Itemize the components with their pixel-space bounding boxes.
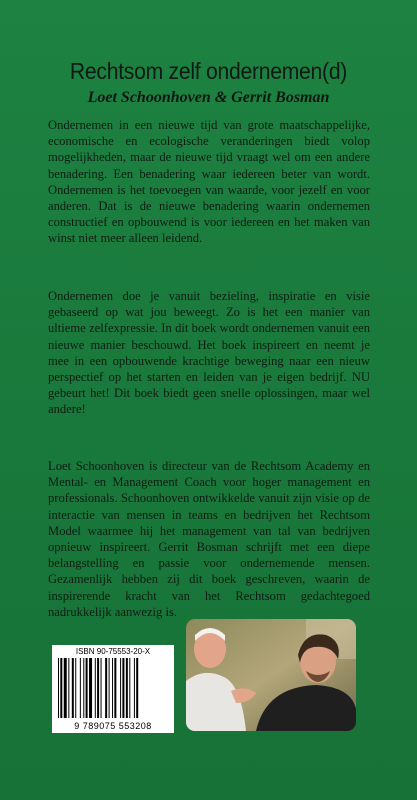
blurb-paragraph-1: Ondernemen in een nieuwe tijd van grote maatschappelijke, economische en ecologische veranderingen biedt volop mogelijkheden, maar de nieuwe tijd vraagt wel om een andere benadering. Een benadering waar iedereen beter van wordt. Ondernemen is het toevoegen van waarde, voor jezelf en voor anderen. Dat is de nieuwe benadering waarin ondernemen constructief en opbouwend is voor iedereen en het maken van winst niet meer alleen leidend. (48, 118, 370, 246)
authors-photo (186, 619, 356, 731)
book-authors: Loet Schoonhoven & Gerrit Bosman (87, 89, 330, 106)
author-bio-paragraph: Loet Schoonhoven is directeur van de Rechtsom Academy en Mental- en Management Coach voor hoger management en professionals. Schoonhoven ontwikkelde vanuit zijn visie op de interactie van mensen in teams en bedrijven het Rechtsom Model waarmee hij het management van tal van bedrijven opnieuw inspireert. Gerrit Bosman schrijft met een diepe belangstelling en passie voor ondernemende mensen. Gezamenlijk hebben zij dit boek geschreven, waarin de inspirerende kracht van het Rechtsom gedachtegoed nadrukkelijk aanwezig is. (48, 459, 370, 619)
book-title: Rechtsom zelf ondernemen(d) (69, 58, 348, 84)
barcode-number: 9 789075 553208 (74, 721, 152, 731)
authors-photo-image (186, 619, 356, 731)
blurb-paragraph-2: Ondernemen doe je vanuit bezieling, inspiratie en visie gebaseerd op wat jou beweegt. Zo is het een manier van ultieme zelfexpressie. In dit boek wordt ondernemen vanuit een nieuwe manier beschouwd. Het boek inspireert en neemt je mee in een opbouwende krachtige beweging naar een nieuw perspectief op het starten en leiden van je eigen bedrijf. NU gebeurt het! Dit boek biedt geen snelle oplossingen, maar wel andere! (48, 289, 370, 417)
isbn-label: ISBN 90-75553-20-X (75, 647, 151, 656)
isbn-barcode (52, 645, 174, 733)
barcode-bars (56, 658, 170, 720)
